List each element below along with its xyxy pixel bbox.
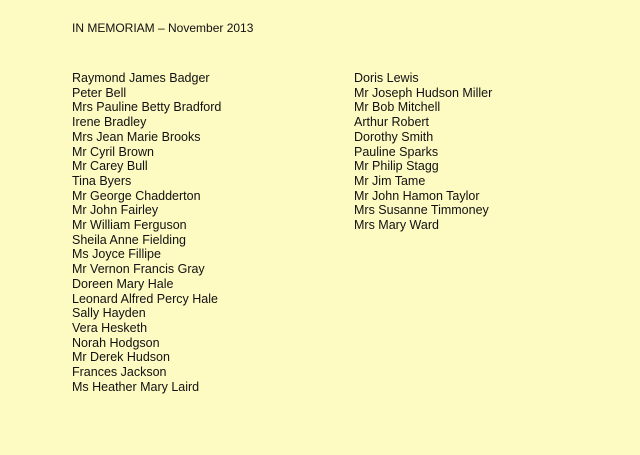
memorial-name: Frances Jackson (72, 365, 167, 380)
page-title: IN MEMORIAM – November 2013 (72, 21, 254, 35)
memorial-name: Mr John Hamon Taylor (354, 188, 480, 203)
memorial-name: Mrs Susanne Timmoney (354, 203, 489, 218)
memorial-name: Doreen Mary Hale (72, 276, 174, 291)
names-column-right (354, 71, 492, 233)
memorial-name: Mr Philip Stagg (354, 159, 439, 174)
memorial-name: Sheila Anne Fielding (72, 232, 186, 247)
memorial-name: Peter Bell (72, 85, 127, 100)
memorial-name: Dorothy Smith (354, 129, 434, 144)
memorial-name: Irene Bradley (72, 115, 147, 130)
memorial-name: Doris Lewis (354, 71, 419, 85)
memorial-name: Arthur Robert (354, 115, 430, 130)
memorial-name: Norah Hodgson (72, 335, 160, 350)
memorial-name: Mrs Pauline Betty Bradford (72, 100, 222, 115)
memorial-name: Mrs Jean Marie Brooks (72, 129, 201, 144)
memorial-name: Mr Vernon Francis Gray (72, 262, 205, 277)
memorial-name: Mrs Mary Ward (354, 218, 439, 233)
memorial-name: Mr Cyril Brown (72, 144, 154, 159)
memorial-name: Ms Heather Mary Laird (72, 379, 200, 394)
memorial-name: Mr John Fairley (72, 203, 159, 218)
memorial-name: Leonard Alfred Percy Hale (72, 291, 218, 306)
memorial-name: Mr Joseph Hudson Miller (354, 85, 493, 100)
memorial-name: Mr Carey Bull (72, 159, 148, 174)
memorial-name: Raymond James Badger (72, 71, 210, 85)
names-column-left (72, 71, 221, 394)
memorial-name: Pauline Sparks (354, 144, 439, 159)
memorial-name: Mr Derek Hudson (72, 350, 170, 365)
memorial-name: Ms Joyce Fillipe (72, 247, 161, 262)
memorial-name: Vera Hesketh (72, 320, 148, 335)
memorial-name: Tina Byers (72, 173, 132, 188)
memorial-name: Mr Bob Mitchell (354, 100, 441, 115)
memorial-name: Mr George Chadderton (72, 188, 201, 203)
memorial-name: Mr Jim Tame (354, 173, 426, 188)
memorial-name: Mr William Ferguson (72, 218, 187, 233)
memorial-name: Sally Hayden (72, 306, 146, 321)
